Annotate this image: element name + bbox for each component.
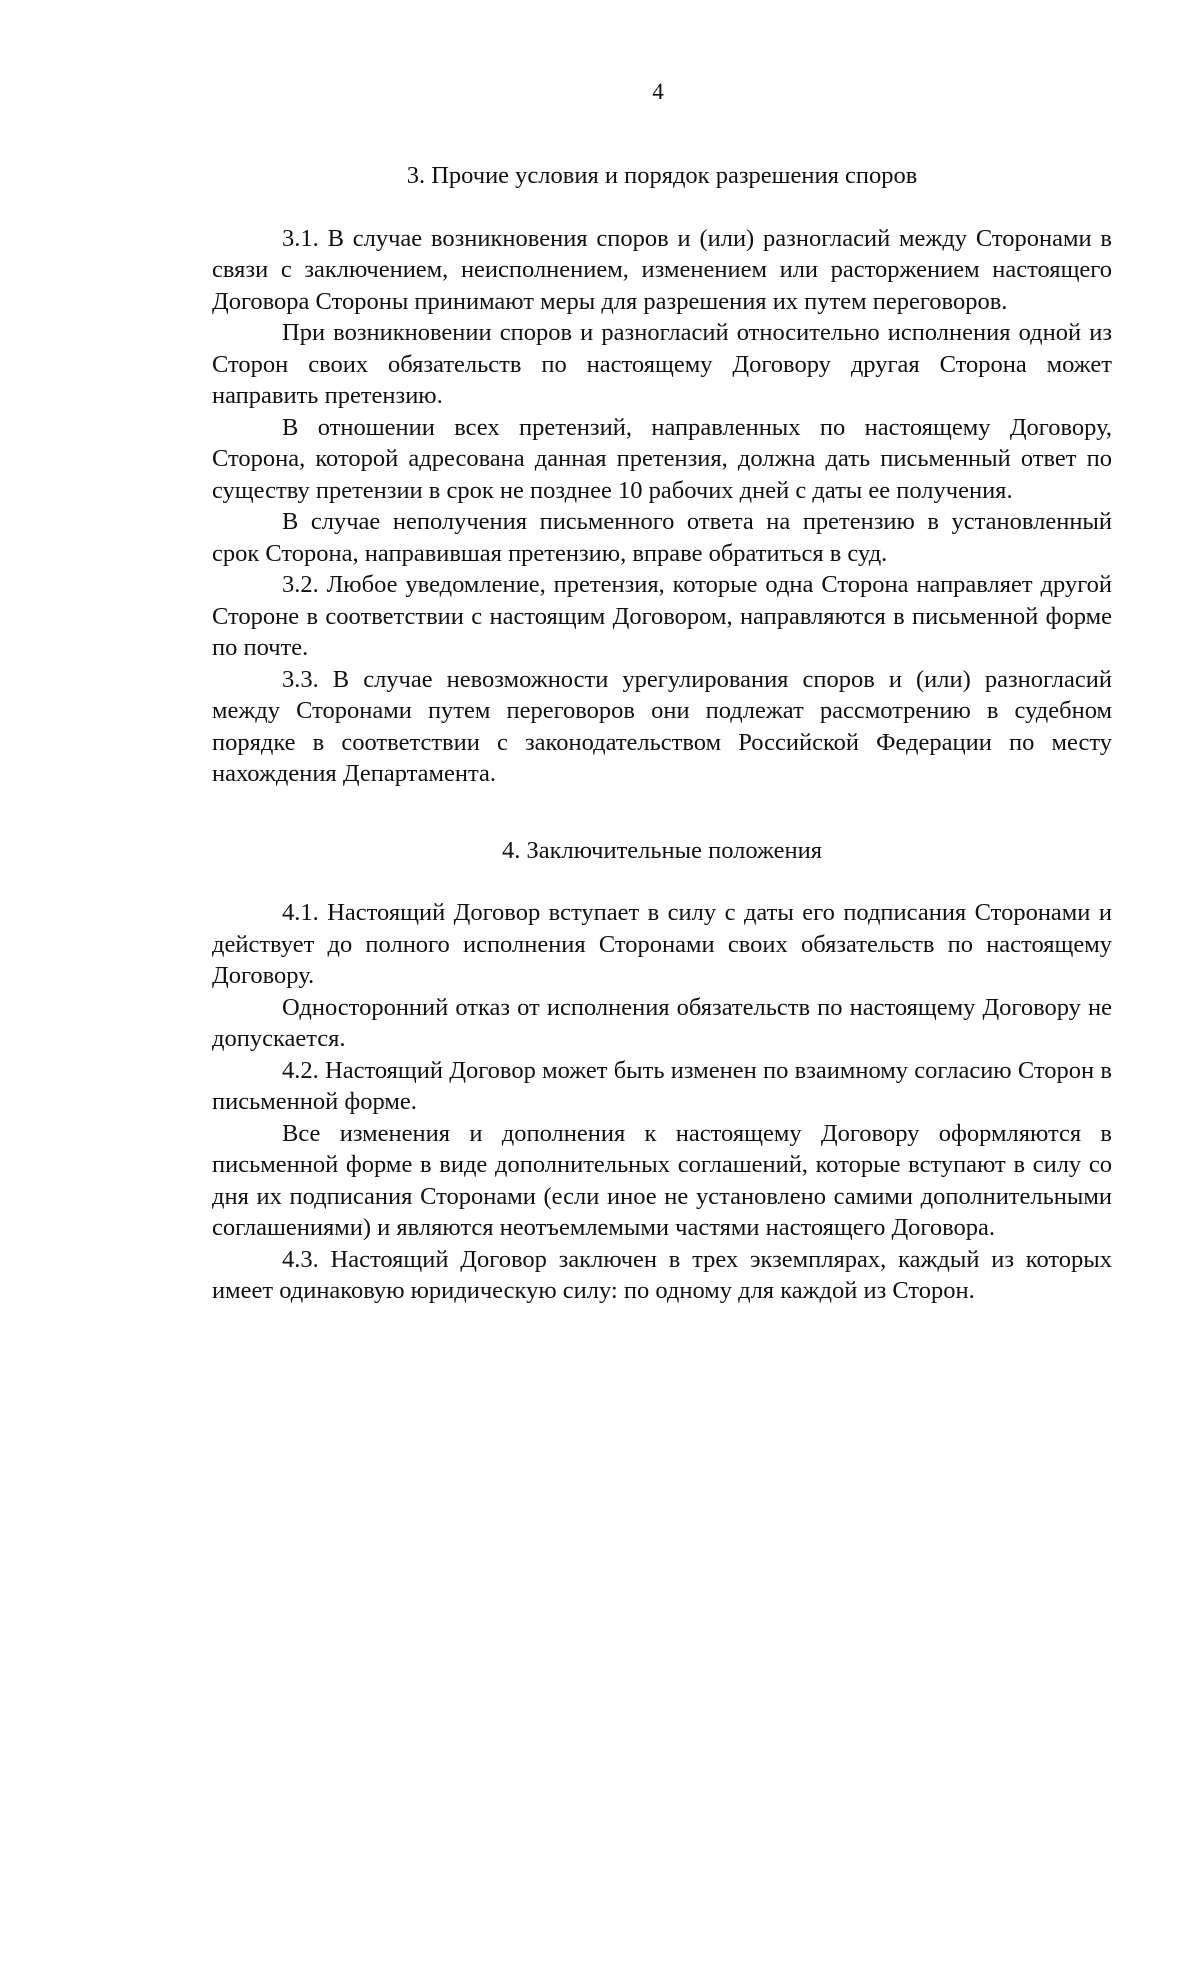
section-4-paragraph: 4.1. Настоящий Договор вступает в силу с даты его подписания Сторонами и действует до полного исполнения Сторонами своих обязательств по настоящему Договору.: [212, 899, 1112, 989]
section-4-paragraph: 4.2. Настоящий Договор может быть изменен по взаимному согласию Сторон в письменной форме.: [212, 1056, 1112, 1115]
section-4-heading: 4. Заключительные положения: [501, 836, 822, 864]
section-3-paragraph: 3.2. Любое уведомление, претензия, которые одна Сторона направляет другой Стороне в соответствии с настоящим Договором, направляются в письменной форме по почте.: [212, 571, 1112, 661]
section-3-paragraph: 3.1. В случае возникновения споров и (или) разногласий между Сторонами в связи с заключением, неисполнением, изменением или расторжением настоящего Договора Стороны принимают меры для разрешения их путем переговоров.: [212, 224, 1112, 315]
section-4-paragraph: Все изменения и дополнения к настоящему Договору оформляются в письменной форме в виде дополнительных соглашений, которые вступают в силу со дня их подписания Сторонами (если иное не установлено самими дополнительными соглашениями) и являются неотъемлемыми частями настоящего Договора.: [212, 1119, 1112, 1241]
section-3-heading: 3. Прочие условия и порядок разрешения споров: [406, 162, 918, 189]
section-3-paragraph: При возникновении споров и разногласий относительно исполнения одной из Сторон своих обязательств по настоящему Договору другая Сторона может направить претензию.: [212, 319, 1112, 409]
document-body: [212, 160, 1112, 1307]
section-4-paragraph: Односторонний отказ от исполнения обязательств по настоящему Договору не допускается.: [212, 993, 1112, 1052]
section-3-paragraph: 3.3. В случае невозможности урегулирования споров и (или) разногласий между Сторонами путем переговоров они подлежат рассмотрению в судебном порядке в соответствии с законодательством Российской Федерации по месту нахождения Департамента.: [212, 665, 1112, 787]
section-3-paragraph: В отношении всех претензий, направленных по настоящему Договору, Сторона, которой адресована данная претензия, должна дать письменный ответ по существу претензии в срок не позднее 10 рабочих дней с даты ее получения.: [212, 413, 1112, 504]
section-3-paragraph: В случае неполучения письменного ответа на претензию в установленный срок Сторона, направившая претензию, вправе обратиться в суд.: [212, 508, 1112, 567]
section-4-paragraph: 4.3. Настоящий Договор заключен в трех экземплярах, каждый из которых имеет одинаковую юридическую силу: по одному для каждой из Сторон.: [212, 1245, 1112, 1304]
page-number: 4: [652, 79, 664, 104]
